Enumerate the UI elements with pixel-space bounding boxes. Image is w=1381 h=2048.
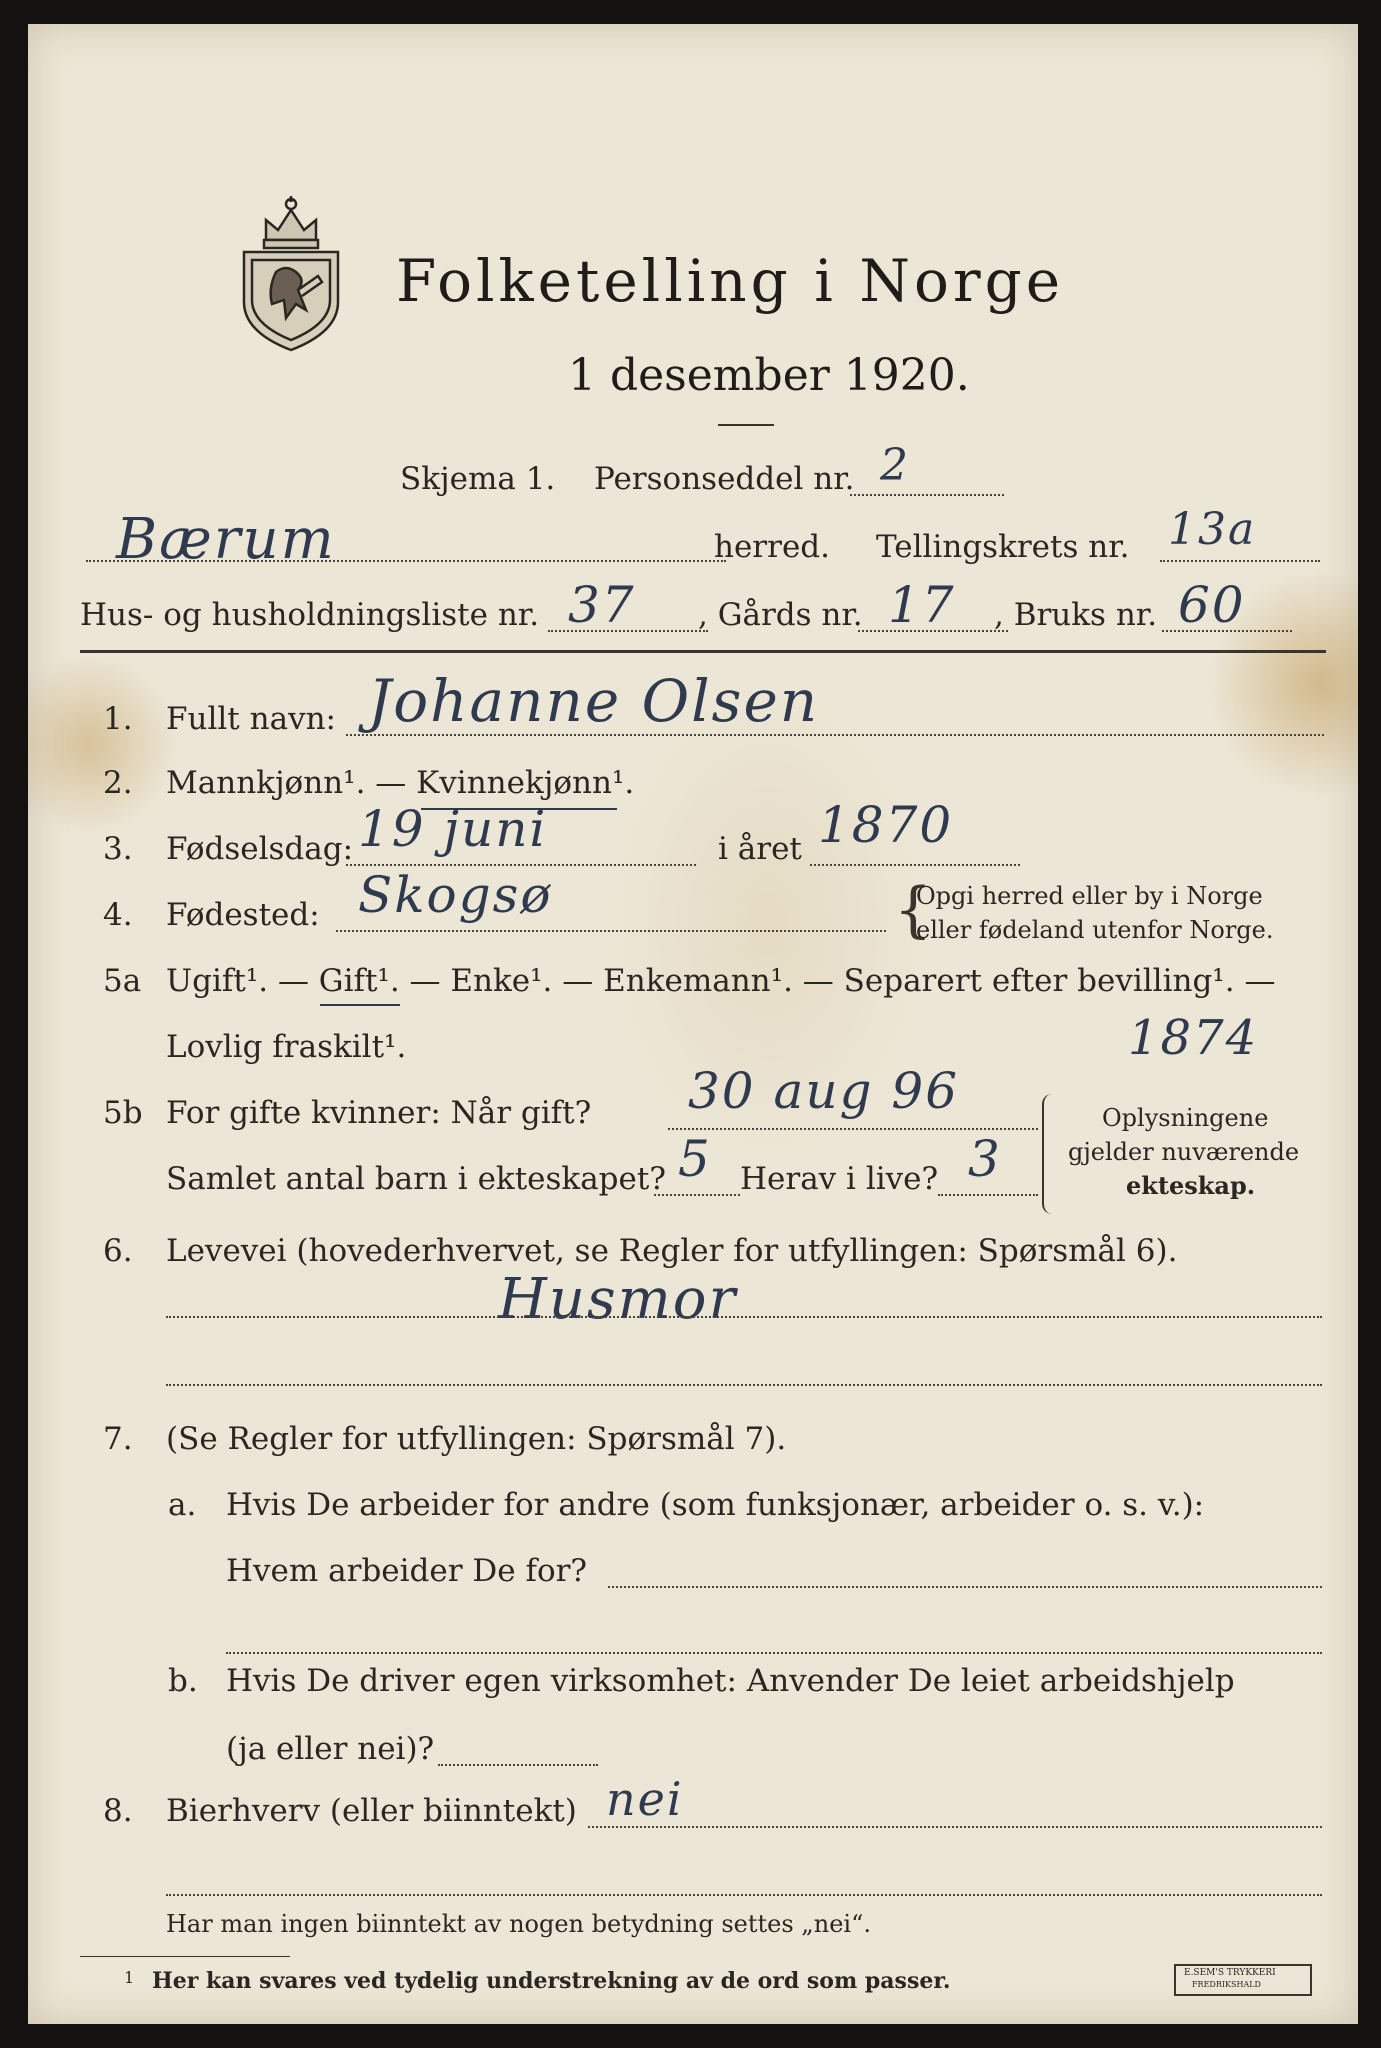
children-alive-value[interactable]: 3: [968, 1130, 1002, 1188]
q4-label: Fødested:: [166, 897, 320, 933]
q7b-ja-nei-label: (ja eller nei)?: [226, 1731, 435, 1767]
herred-value[interactable]: Bærum: [116, 507, 336, 572]
birthplace-value[interactable]: Skogsø: [358, 866, 553, 924]
footnote-text: Her kan svares ved tydelig understrekning av de ord som passer.: [152, 1968, 951, 1994]
header-divider: [80, 650, 1326, 653]
q8-label: Bierhverv (eller biinntekt): [166, 1793, 577, 1829]
coat-of-arms-icon: [236, 192, 346, 352]
q7-label: (Se Regler for utfyllingen: Spørsmål 7).: [166, 1421, 787, 1457]
hus-label: Hus- og husholdningsliste nr.: [80, 597, 540, 633]
q7a-number: a.: [168, 1487, 197, 1523]
q5b-alive-line: [938, 1194, 1038, 1196]
q5a-underline-gift: [320, 1004, 400, 1006]
q5b-note-line2: gjelder nuværende: [1068, 1138, 1300, 1166]
q8-line1: [588, 1826, 1322, 1828]
q2-number: 2.: [103, 765, 133, 801]
q1-label: Fullt navn:: [166, 701, 336, 737]
bruks-number[interactable]: 60: [1178, 576, 1246, 634]
census-date: 1 desember 1920.: [568, 350, 970, 401]
q7a-label: Hvis De arbeider for andre (som funksjonær, arbeider o. s. v.):: [226, 1487, 1205, 1523]
q5b-note-line1: Oplysningene: [1102, 1104, 1269, 1132]
q4-line: [336, 930, 886, 932]
personseddel-line: [850, 494, 1004, 496]
marriage-date-value[interactable]: 30 aug 96: [688, 1062, 960, 1120]
q6-number: 6.: [103, 1233, 133, 1269]
tellingskrets-line: [1160, 560, 1320, 562]
q6-line2: [166, 1384, 1322, 1386]
q5a-number: 5a: [103, 963, 142, 999]
birth-day-value[interactable]: 19 juni: [358, 800, 548, 858]
full-name-value[interactable]: Johanne Olsen: [368, 667, 820, 735]
q5b-children-label: Samlet antal barn i ekteskapet?: [166, 1161, 666, 1197]
q7b-line: [438, 1764, 598, 1766]
personseddel-label: Personseddel nr.: [594, 461, 855, 497]
gards-label: , Gårds nr.: [698, 597, 863, 633]
footer-note: Har man ingen biinntekt av nogen betydning settes „nei“.: [166, 1910, 871, 1938]
q2-gender-options: Mannkjønn¹. — Kvinnekjønn¹.: [166, 765, 635, 801]
printer-stamp-line2: FREDRIKSHALD: [1192, 1980, 1261, 1989]
q8-number: 8.: [103, 1793, 133, 1829]
tellingskrets-number[interactable]: 13a: [1168, 504, 1257, 555]
children-count-value[interactable]: 5: [678, 1130, 712, 1188]
personseddel-number[interactable]: 2: [880, 440, 910, 491]
gards-number[interactable]: 17: [888, 576, 956, 634]
q5b-number: 5b: [103, 1095, 143, 1131]
marriage-year-annotation: 1874: [1128, 1010, 1259, 1066]
q7a-line2: [226, 1652, 1322, 1654]
q7a-employer-label: Hvem arbeider De for?: [226, 1553, 588, 1589]
q5a-marital-options: Ugift¹. — Gift¹. — Enke¹. — Enkemann¹. — Separert efter bevilling¹. —: [166, 963, 1276, 999]
q4-note-line1: Opgi herred eller by i Norge: [916, 882, 1263, 910]
q5b-note-line3: ekteskap.: [1126, 1171, 1256, 1200]
q3-number: 3.: [103, 831, 133, 867]
side-income-value[interactable]: nei: [606, 1772, 684, 1826]
q4-brace: {: [894, 875, 933, 945]
herred-label: herred.: [714, 529, 830, 565]
bruks-label: , Bruks nr.: [994, 597, 1158, 633]
q7b-number: b.: [168, 1663, 198, 1699]
q7-number: 7.: [103, 1421, 133, 1457]
q3-label: Fødselsdag:: [166, 831, 354, 867]
q8-line2: [166, 1894, 1322, 1896]
skjema-label: Skjema 1.: [400, 461, 556, 497]
q5b-label: For gifte kvinner: Når gift?: [166, 1095, 592, 1131]
q5b-bracket: [1042, 1094, 1058, 1214]
q5b-children-line: [654, 1194, 740, 1196]
printer-stamp: [1174, 1964, 1312, 1996]
q7b-label: Hvis De driver egen virksomhet: Anvender De leiet arbeidshjelp: [226, 1663, 1235, 1699]
q5a-lovlig-fraskilt: Lovlig fraskilt¹.: [166, 1029, 407, 1065]
q3-year-line: [810, 864, 1020, 866]
hus-number[interactable]: 37: [568, 576, 636, 634]
q7a-line1: [608, 1586, 1322, 1588]
q6-label: Levevei (hovederhvervet, se Regler for utfyllingen: Spørsmål 6).: [166, 1233, 1178, 1269]
tellingskrets-label: Tellingskrets nr.: [876, 529, 1130, 565]
q5b-alive-label: Herav i live?: [740, 1161, 939, 1197]
q1-number: 1.: [103, 701, 133, 737]
birth-year-value[interactable]: 1870: [818, 796, 954, 854]
q4-number: 4.: [103, 897, 133, 933]
form-title: Folketelling i Norge: [396, 247, 1065, 315]
footnote-divider: [80, 1956, 290, 1957]
title-divider: [718, 424, 774, 426]
printer-stamp-line1: E.SEM'S TRYKKERI: [1184, 1968, 1276, 1978]
census-form: [28, 24, 1358, 2024]
q4-note-line2: eller fødeland utenfor Norge.: [916, 916, 1274, 944]
footnote-mark: 1: [124, 1968, 135, 1987]
q3-year-label: i året: [718, 831, 802, 867]
q6-line1: [166, 1316, 1322, 1318]
occupation-value[interactable]: Husmor: [498, 1267, 738, 1332]
